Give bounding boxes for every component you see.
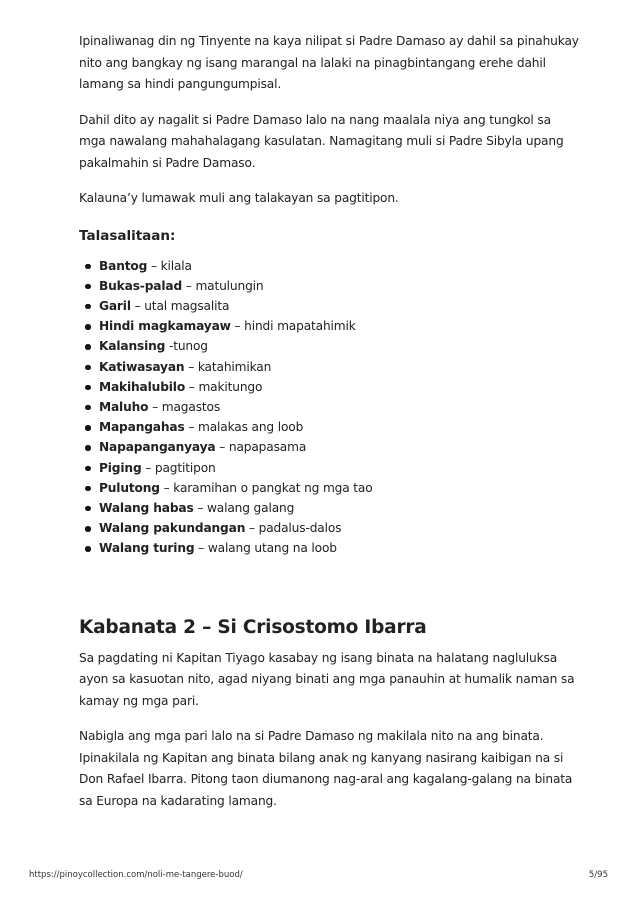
vocab-definition: – makitungo (185, 379, 263, 394)
vocab-definition: – magastos (148, 399, 221, 414)
vocab-item (83, 377, 579, 397)
vocab-term: Piging (99, 460, 142, 475)
page-number: 5/95 (588, 870, 608, 880)
vocab-item (83, 437, 579, 457)
vocab-definition: – matulungin (182, 278, 264, 293)
vocab-item (83, 276, 579, 296)
vocab-item (83, 336, 579, 356)
vocab-term: Pulutong (99, 480, 160, 495)
vocab-definition: – pagtitipon (141, 460, 216, 475)
vocab-term: Walang habas (99, 500, 194, 515)
vocab-term: Bukas-palad (99, 278, 183, 293)
vocab-definition: – padalus-dalos (245, 521, 342, 536)
vocab-item (83, 397, 579, 417)
vocab-item (83, 296, 579, 316)
paragraph: Nabigla ang mga pari lalo na si Padre Damaso ng makilala nito na ang binata. Ipinakilala ng Kapitan ang binata bilang anak ng kanyang nasirang kaibigan na si Don Rafael Ibarra. Pitong taon diumanong nag-aral ang kagalang-galang na binata sa Europa na kadarating lamang. (79, 729, 573, 808)
vocab-item (83, 417, 579, 437)
vocab-list (79, 256, 579, 559)
vocab-item (83, 518, 579, 538)
source-url[interactable]: https://pinoycollection.com/noli-me-tangere-buod/ (29, 870, 243, 880)
vocab-term: Bantog (99, 258, 148, 273)
vocab-term: Katiwasayan (99, 359, 185, 374)
vocab-item (83, 458, 579, 478)
vocab-heading: Talasalitaan: (79, 227, 176, 244)
vocab-definition: – hindi mapatahimik (230, 319, 356, 334)
vocab-item (83, 316, 579, 336)
vocab-item (83, 538, 579, 558)
vocab-term: Walang turing (99, 541, 195, 556)
vocab-definition: – walang utang na loob (194, 541, 337, 556)
vocab-term: Walang pakundangan (99, 521, 246, 536)
vocab-term: Hindi magkamayaw (99, 319, 231, 334)
vocab-definition: – malakas ang loob (184, 420, 304, 435)
vocab-definition: – katahimikan (184, 359, 272, 374)
vocab-item (83, 256, 579, 276)
document-body (79, 31, 579, 812)
paragraph: Ipinaliwanag din ng Tinyente na kaya nilipat si Padre Damaso ay dahil sa pinahukay nito ang bangkay ng isang marangal na lalaki na pinagbintangang erehe dahil lamang sa hindi pangungumpisal. (79, 34, 579, 91)
paragraph: Sa pagdating ni Kapitan Tiyago kasabay ng isang binata na halatang nagluluksa ayon sa kasuotan nito, agad niyang binati ang mga panauhin at humalik naman sa kamay ng mga pari. (79, 650, 575, 708)
vocab-definition: – kilala (147, 258, 192, 273)
vocab-term: Garil (99, 298, 131, 313)
vocab-term: Maluho (99, 399, 149, 414)
vocab-definition: -tunog (165, 339, 208, 354)
vocab-definition: – napapasama (215, 440, 307, 455)
paragraph: Kalauna’y lumawak muli ang talakayan sa pagtitipon. (79, 191, 399, 205)
vocab-term: Makihalubilo (99, 379, 186, 394)
vocab-item (83, 478, 579, 498)
vocab-definition: – utal magsalita (130, 298, 230, 313)
chapter-title: Kabanata 2 – Si Crisostomo Ibarra (79, 616, 427, 638)
paragraph: Dahil dito ay nagalit si Padre Damaso lalo na nang maalala niya ang tungkol sa mga nawalang mahahalagang kasulatan. Namagitang muli si Padre Sibyla upang pakalmahin si Padre Damaso. (79, 112, 564, 170)
vocab-definition: – karamihan o pangkat ng mga tao (159, 480, 373, 495)
vocab-item (83, 357, 579, 377)
vocab-term: Napapanganyaya (99, 440, 216, 455)
vocab-term: Mapangahas (99, 420, 185, 435)
vocab-definition: – walang galang (193, 500, 295, 515)
vocab-term: Kalansing (99, 339, 166, 354)
vocab-item (83, 498, 579, 518)
